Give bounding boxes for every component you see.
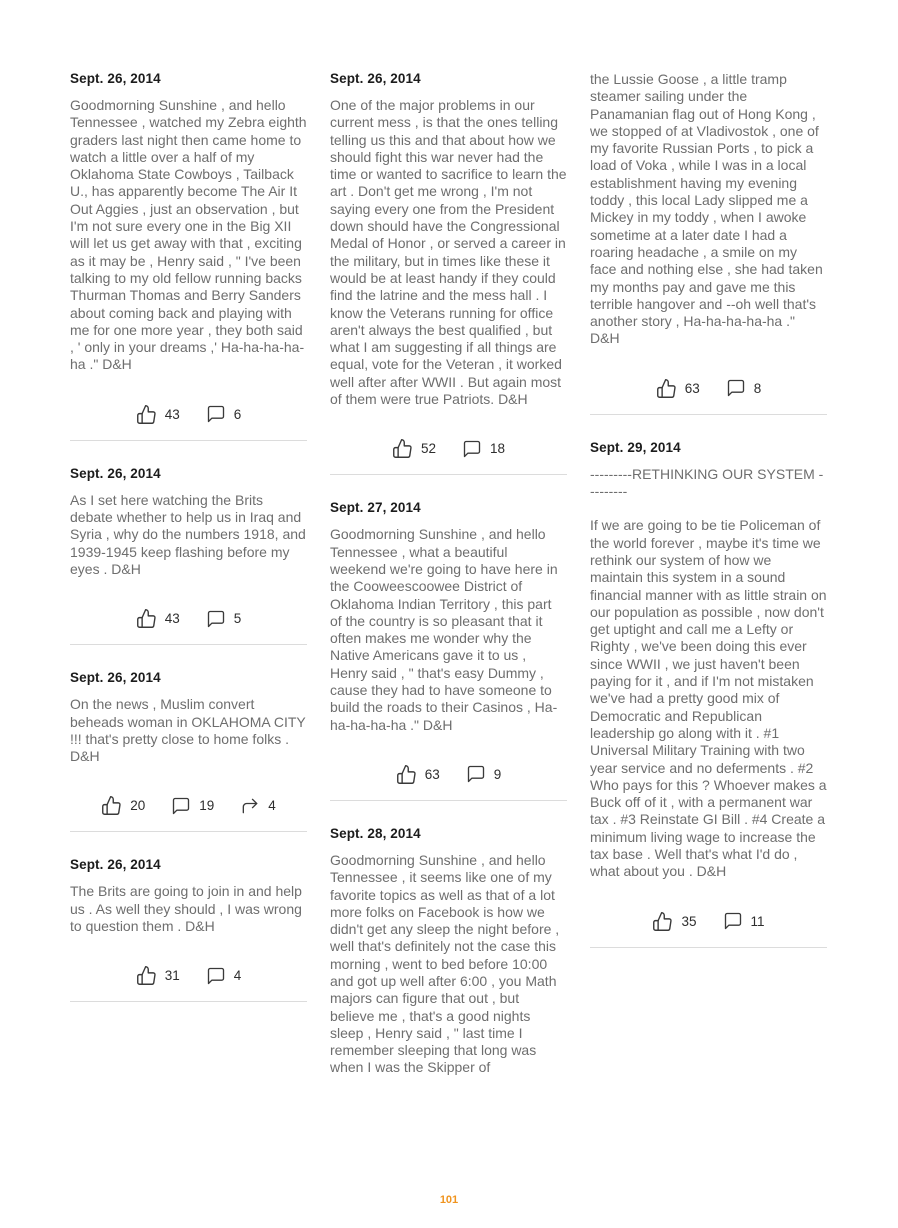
post	[330, 500, 567, 801]
like-count: 63	[424, 766, 440, 782]
thumbs-up-icon	[656, 378, 677, 399]
post-separator	[590, 414, 827, 415]
like-stat[interactable]	[392, 438, 436, 459]
post-date: Sept. 29, 2014	[590, 439, 681, 455]
comment-stat[interactable]	[206, 966, 242, 986]
thumbs-up-icon	[396, 764, 417, 785]
thumbs-up-icon	[392, 438, 413, 459]
post-separator	[70, 1001, 307, 1002]
post-separator	[330, 474, 567, 475]
post	[330, 71, 567, 475]
post-body: Goodmorning Sunshine , and hello Tennessee , it seems like one of my favorite topics as well as that of a lot more folks on Facebook is how we didn't get any sleep the night before , well that's definitely not the case this morning , went to bed before 10:00 and got up well after 6:00 , you Math majors can figure that out , but believe me , that's a good nights sleep , Henry said , " last time I remember sleeping that long was when I was the Skipper of	[330, 851, 560, 1076]
comment-icon	[206, 609, 226, 629]
post-stats	[70, 965, 307, 986]
post-stats	[590, 378, 827, 399]
post-separator	[330, 800, 567, 801]
post	[70, 670, 307, 832]
comment-stat[interactable]	[466, 764, 502, 784]
post-body: On the news , Muslim convert beheads woman in OKLAHOMA CITY !!! that's pretty close to home folks . D&H	[70, 696, 306, 765]
comment-count: 8	[753, 380, 762, 396]
like-stat[interactable]	[396, 764, 440, 785]
post	[70, 857, 307, 1002]
comment-icon	[206, 404, 226, 424]
like-stat[interactable]	[656, 378, 700, 399]
post-stats	[330, 764, 567, 785]
like-count: 20	[130, 798, 146, 814]
comment-icon	[206, 966, 226, 986]
post-separator	[70, 644, 307, 645]
post-date: Sept. 26, 2014	[330, 71, 421, 86]
comment-stat[interactable]	[723, 911, 765, 931]
post-body: ---------RETHINKING OUR SYSTEM ---------	[590, 465, 824, 500]
like-stat[interactable]	[136, 965, 180, 986]
like-stat[interactable]	[136, 404, 180, 425]
post-stats	[590, 911, 827, 932]
post-date: Sept. 28, 2014	[330, 825, 421, 841]
comment-count: 18	[490, 441, 506, 457]
comment-icon	[462, 439, 482, 459]
post-date: Sept. 26, 2014	[70, 670, 161, 686]
post-body: Goodmorning Sunshine , and hello Tennessee , what a beautiful weekend we're going to have here in the Cooweescoowee District of Oklahoma Indian Territory , this part of the country is so pleasant that it often makes me wonder why the Native Americans gave it to us , Henry said , " that's easy Dummy , cause they had to have someone to build the roads to their Casinos , Ha-ha-ha-ha-ha ." D&H	[330, 526, 558, 733]
thumbs-up-icon	[136, 608, 157, 629]
comment-stat[interactable]	[462, 439, 505, 459]
comment-icon	[723, 911, 743, 931]
column-3	[590, 71, 827, 1077]
post-date: Sept. 26, 2014	[70, 465, 161, 481]
comment-icon	[171, 796, 191, 816]
share-stat[interactable]	[240, 796, 276, 816]
like-count: 43	[164, 406, 180, 422]
post-body: Goodmorning Sunshine , and hello Tennessee , watched my Zebra eighth graders last night then came home to watch a little over a half of my Oklahoma State Cowboys , Tailback U., has apparently become The Air It Out Aggies , just an observation , but I'm not sure every one in the Big XII will let us get away with that , exciting as it may be , Henry said , " I've been talking to my old fellow running backs Thurman Thomas and Berry Sanders about coming back and playing with me for one more year , they both said , ' only in your dreams ,' Ha-ha-ha-ha-ha ." D&H	[70, 97, 307, 373]
post-separator	[590, 947, 827, 948]
share-icon	[240, 796, 260, 816]
post-body: As I set here watching the Brits debate whether to help us in Iraq and Syria , why do the numbers 1918, and 1939-1945 keep flashing before my eyes . D&H	[70, 491, 306, 577]
post-body: If we are going to be tie Policeman of the world forever , maybe it's time we rethink our system of how we maintain this system in a sound financial manner with as little strain on our population as possible , now don't get uptight and call me a Lefty or Righty , we've been doing this ever since WWII , we just haven't been paying for it , and if I'm not mistaken we've had a pretty good mix of Democratic and Republican leadership go along with it . #1 Universal Military Training with two year service and no deferments . #2 Who pays for this ? Whoever makes a Buck off of it , with a permanent war tax . #3 Reinstate GI Bill . #4 Create a minimum living wage to increase the tax base . Well that's what I'd do , what about you . D&H	[590, 517, 827, 880]
like-stat[interactable]	[101, 795, 145, 816]
post	[330, 826, 567, 1077]
like-stat[interactable]	[136, 608, 180, 629]
post-stats	[330, 438, 567, 459]
comment-count: 9	[493, 766, 502, 782]
like-count: 31	[164, 968, 180, 984]
comment-count: 5	[233, 611, 242, 627]
column-2	[330, 71, 567, 1077]
comment-count: 4	[233, 968, 242, 984]
post-stats	[70, 608, 307, 629]
post	[590, 71, 827, 415]
thumbs-up-icon	[652, 911, 673, 932]
thumbs-up-icon	[101, 795, 122, 816]
comment-count: 11	[750, 913, 765, 929]
post-stats	[70, 404, 307, 425]
post-body: The Brits are going to join in and help us . As well they should , I was wrong to question them . D&H	[70, 883, 302, 935]
comment-icon	[726, 378, 746, 398]
post-date: Sept. 26, 2014	[70, 857, 161, 873]
thumbs-up-icon	[136, 965, 157, 986]
comment-count: 6	[233, 406, 242, 422]
comment-stat[interactable]	[171, 796, 214, 816]
post-stats	[70, 795, 307, 816]
like-count: 35	[681, 913, 697, 929]
post-body: the Lussie Goose , a little tramp steamer sailing under the Panamanian flag out of Hong Kong , we stopped of at Vladivostok , one of my favorite Russian Ports , to pick a load of Voka , while I was in a local establishment having my evening toddy , this local Lady slipped me a Mickey in my toddy , when I awoke sometime at a later date I had a roaring headache , a smile on my face and nothing else , she had taken my months pay and gave me this terrible hangover and --oh well that's another story , Ha-ha-ha-ha-ha ." D&H	[590, 71, 823, 347]
page-footer	[0, 1190, 898, 1208]
post-separator	[70, 440, 307, 441]
post	[70, 466, 307, 645]
post-body: One of the major problems in our current mess , is that the ones telling telling us this and that about how we should fight this war never had the time or wanted to sacrifice to learn the art . Don't get me wrong , I'm not saying every one from the President down should have the Congressional Medal of Honor , or served a career in the military, but in times like these it would be at least handy if they could find the latrine and the mess hall . I know the Veterans running for office aren't always the best qualified , but what I am suggesting if all things are equal, vote for the Veteran , it worked well after after WWII . But again most of them were true Patriots. D&H	[330, 97, 567, 408]
post-separator	[70, 831, 307, 832]
thumbs-up-icon	[136, 404, 157, 425]
like-count: 52	[420, 441, 436, 457]
comment-stat[interactable]	[206, 609, 242, 629]
post-date: Sept. 27, 2014	[330, 500, 421, 516]
comment-stat[interactable]	[206, 404, 242, 424]
comment-stat[interactable]	[726, 378, 762, 398]
like-stat[interactable]	[652, 911, 696, 932]
comment-count: 19	[199, 798, 215, 814]
like-count: 43	[164, 611, 180, 627]
post	[590, 440, 827, 948]
page-number: 101	[439, 1194, 459, 1206]
post-date: Sept. 26, 2014	[70, 71, 161, 86]
share-count: 4	[268, 798, 276, 814]
post	[70, 71, 307, 441]
comment-icon	[466, 764, 486, 784]
column-1	[70, 71, 307, 1077]
like-count: 63	[684, 380, 700, 396]
